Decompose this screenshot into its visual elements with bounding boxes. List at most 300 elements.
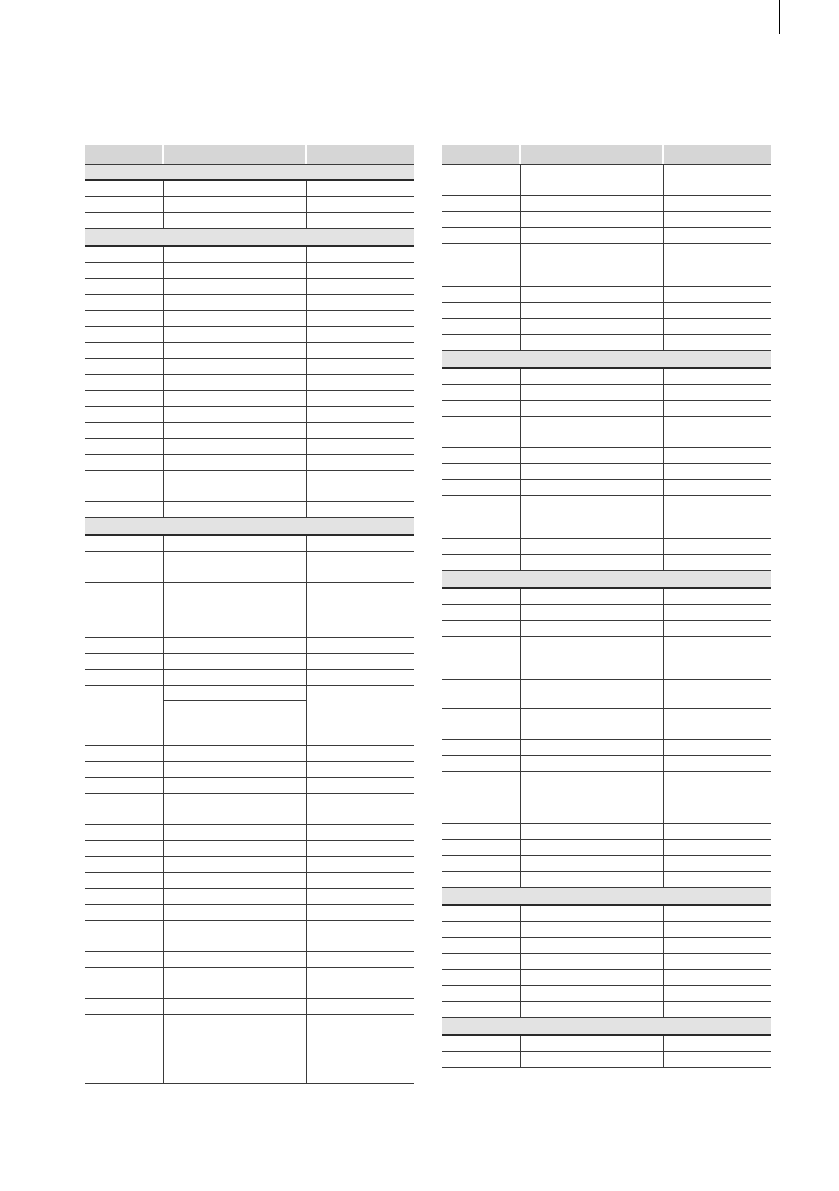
table-header	[442, 145, 771, 165]
table-cell	[520, 287, 663, 302]
table-cell	[85, 552, 163, 582]
table-row	[85, 311, 414, 327]
table-row	[442, 605, 771, 621]
table-cell	[85, 536, 163, 551]
table-cell	[306, 439, 414, 454]
header-cell	[85, 145, 163, 164]
table-cell	[85, 778, 163, 793]
table-cell	[663, 401, 771, 416]
table-cell	[442, 1036, 520, 1051]
table-cell	[306, 391, 414, 406]
table-cell	[163, 825, 306, 840]
table-row	[442, 212, 771, 228]
table-cell	[85, 762, 163, 777]
table-cell	[442, 1052, 520, 1067]
table-cell	[306, 686, 414, 745]
table-cell	[306, 359, 414, 374]
table-cell	[442, 970, 520, 985]
table-row	[442, 709, 771, 740]
table-row	[85, 670, 414, 686]
table-cell	[85, 873, 163, 888]
table-cell	[163, 536, 306, 551]
table-cell	[306, 1015, 414, 1083]
table-cell	[442, 385, 520, 400]
table-cell	[663, 621, 771, 636]
table-cell	[163, 968, 306, 998]
table-cell	[442, 680, 520, 708]
table-row	[85, 263, 414, 279]
table-row	[85, 502, 414, 518]
table-cell	[163, 455, 306, 470]
table-cell	[306, 263, 414, 278]
table-row	[85, 439, 414, 455]
table-cell	[163, 295, 306, 310]
header-cell	[663, 145, 771, 164]
table-cell	[163, 778, 306, 793]
table-cell	[163, 197, 306, 212]
table-cell	[306, 197, 414, 212]
table-cell	[442, 196, 520, 211]
table-cell	[85, 502, 163, 517]
table-row	[85, 247, 414, 263]
table-cell	[306, 999, 414, 1014]
table-row	[442, 244, 771, 287]
table-row	[442, 385, 771, 401]
table-row	[85, 375, 414, 391]
table-cell	[85, 213, 163, 228]
table-cell	[442, 772, 520, 823]
table-cell	[663, 680, 771, 708]
table-cell	[442, 464, 520, 479]
table-cell	[442, 303, 520, 318]
table-cell	[442, 401, 520, 416]
table-cell	[442, 922, 520, 937]
table-cell	[306, 889, 414, 904]
table-cell	[85, 407, 163, 422]
table-row	[442, 480, 771, 496]
table-cell	[163, 873, 306, 888]
table-cell	[442, 589, 520, 604]
table-row	[85, 873, 414, 889]
table-cell	[442, 986, 520, 1001]
table-row	[85, 583, 414, 638]
table-cell	[520, 464, 663, 479]
table-cell	[520, 401, 663, 416]
table-cell	[306, 654, 414, 669]
table-row	[442, 464, 771, 480]
table-cell	[163, 905, 306, 920]
table-cell	[306, 213, 414, 228]
table-cell	[306, 778, 414, 793]
table-cell	[163, 841, 306, 856]
left-table	[85, 145, 414, 1084]
table-row	[85, 825, 414, 841]
table-cell	[306, 670, 414, 685]
table-cell	[163, 686, 306, 745]
table-cell	[520, 165, 663, 195]
table-row	[85, 423, 414, 439]
section-header-row	[85, 165, 414, 181]
section-header-row	[85, 518, 414, 536]
section-cell	[85, 165, 414, 179]
table-cell	[663, 287, 771, 302]
table-cell	[85, 841, 163, 856]
table-cell	[163, 279, 306, 294]
table-row	[442, 1002, 771, 1018]
table-row	[442, 448, 771, 464]
header-cell	[442, 145, 520, 164]
table-cell	[85, 375, 163, 390]
table-row	[85, 746, 414, 762]
table-cell	[306, 423, 414, 438]
sub-cell	[164, 701, 306, 745]
table-row	[442, 970, 771, 986]
table-row	[85, 359, 414, 375]
table-cell	[306, 873, 414, 888]
table-cell	[306, 794, 414, 824]
table-cell	[442, 369, 520, 384]
table-row	[442, 922, 771, 938]
table-cell	[85, 327, 163, 342]
section-cell	[442, 888, 771, 904]
table-cell	[85, 343, 163, 358]
table-row	[85, 536, 414, 552]
table-cell	[306, 841, 414, 856]
table-cell	[663, 385, 771, 400]
table-cell	[663, 448, 771, 463]
section-cell	[85, 229, 414, 245]
table-row	[85, 471, 414, 502]
table-cell	[163, 746, 306, 761]
table-cell	[85, 295, 163, 310]
table-cell	[663, 856, 771, 871]
table-cell	[520, 840, 663, 855]
table-cell	[663, 539, 771, 554]
table-row	[85, 686, 414, 746]
table-cell	[663, 464, 771, 479]
table-cell	[442, 709, 520, 739]
table-row	[85, 889, 414, 905]
table-row	[442, 906, 771, 922]
table-cell	[85, 455, 163, 470]
table-cell	[663, 303, 771, 318]
table-cell	[163, 670, 306, 685]
table-cell	[663, 970, 771, 985]
table-row	[85, 654, 414, 670]
table-cell	[163, 952, 306, 967]
table-cell	[163, 552, 306, 582]
table-cell	[442, 319, 520, 334]
table-cell	[163, 857, 306, 872]
table-cell	[663, 1052, 771, 1067]
table-cell	[306, 502, 414, 517]
table-cell	[442, 448, 520, 463]
table-cell	[520, 1036, 663, 1051]
table-cell	[163, 423, 306, 438]
table-row	[442, 303, 771, 319]
table-row	[442, 740, 771, 756]
table-row	[85, 407, 414, 423]
table-cell	[85, 247, 163, 262]
table-cell	[306, 921, 414, 951]
table-cell	[163, 583, 306, 637]
table-cell	[442, 756, 520, 771]
table-row	[442, 287, 771, 303]
table-cell	[306, 857, 414, 872]
table-cell	[442, 244, 520, 286]
table-cell	[442, 165, 520, 195]
table-row	[85, 279, 414, 295]
table-cell	[163, 471, 306, 501]
table-cell	[442, 539, 520, 554]
table-cell	[442, 417, 520, 447]
table-cell	[663, 954, 771, 969]
table-cell	[663, 555, 771, 570]
table-cell	[442, 938, 520, 953]
header-cell	[163, 145, 306, 164]
table-cell	[663, 872, 771, 887]
table-cell	[663, 417, 771, 447]
table-row	[85, 295, 414, 311]
table-cell	[442, 287, 520, 302]
section-cell	[85, 518, 414, 534]
table-cell	[442, 840, 520, 855]
table-cell	[442, 480, 520, 495]
table-row	[442, 1036, 771, 1052]
table-cell	[520, 740, 663, 755]
table-cell	[442, 605, 520, 620]
table-cell	[520, 1002, 663, 1017]
header-cell	[520, 145, 663, 164]
table-cell	[163, 794, 306, 824]
table-cell	[663, 369, 771, 384]
table-cell	[306, 968, 414, 998]
table-cell	[163, 1015, 306, 1083]
table-cell	[663, 319, 771, 334]
table-cell	[663, 772, 771, 823]
table-cell	[85, 905, 163, 920]
table-cell	[85, 921, 163, 951]
table-row	[442, 589, 771, 605]
table-cell	[306, 746, 414, 761]
table-cell	[663, 840, 771, 855]
table-cell	[306, 407, 414, 422]
table-row	[85, 213, 414, 229]
header-cell	[306, 145, 414, 164]
table-cell	[520, 319, 663, 334]
table-cell	[163, 263, 306, 278]
table-cell	[663, 740, 771, 755]
table-cell	[520, 212, 663, 227]
table-row	[442, 680, 771, 709]
section-header-row	[442, 351, 771, 369]
table-cell	[520, 872, 663, 887]
table-row	[442, 756, 771, 772]
table-cell	[663, 1036, 771, 1051]
table-row	[442, 369, 771, 385]
table-cell	[442, 906, 520, 921]
table-cell	[306, 471, 414, 501]
table-cell	[520, 772, 663, 823]
table-cell	[663, 938, 771, 953]
table-cell	[306, 552, 414, 582]
table-cell	[85, 423, 163, 438]
section-header-row	[442, 888, 771, 906]
table-cell	[306, 905, 414, 920]
table-cell	[442, 824, 520, 839]
table-cell	[163, 407, 306, 422]
table-cell	[663, 605, 771, 620]
table-row	[85, 391, 414, 407]
table-row	[442, 1052, 771, 1068]
table-cell	[520, 906, 663, 921]
table-cell	[85, 359, 163, 374]
table-row	[442, 196, 771, 212]
table-row	[442, 496, 771, 539]
table-cell	[85, 311, 163, 326]
table-cell	[442, 740, 520, 755]
table-row	[85, 857, 414, 873]
table-row	[442, 872, 771, 888]
table-cell	[306, 952, 414, 967]
table-cell	[442, 872, 520, 887]
table-cell	[306, 536, 414, 551]
table-row	[85, 841, 414, 857]
table-cell	[520, 196, 663, 211]
table-cell	[520, 480, 663, 495]
table-cell	[663, 496, 771, 538]
table-cell	[163, 999, 306, 1014]
table-row	[442, 335, 771, 351]
table-cell	[520, 970, 663, 985]
table-cell	[663, 1002, 771, 1017]
table-cell	[85, 263, 163, 278]
table-cell	[306, 583, 414, 637]
table-row	[442, 228, 771, 244]
table-row	[442, 621, 771, 637]
table-cell	[520, 417, 663, 447]
table-cell	[306, 762, 414, 777]
table-cell	[306, 279, 414, 294]
table-cell	[442, 954, 520, 969]
table-cell	[520, 244, 663, 286]
table-cell	[520, 555, 663, 570]
table-row	[442, 539, 771, 555]
table-header	[85, 145, 414, 165]
table-cell	[85, 999, 163, 1014]
table-cell	[163, 311, 306, 326]
table-row	[85, 1015, 414, 1084]
table-cell	[85, 583, 163, 637]
table-cell	[663, 212, 771, 227]
table-row	[85, 968, 414, 999]
table-cell	[306, 295, 414, 310]
table-cell	[663, 709, 771, 739]
table-cell	[520, 756, 663, 771]
table-cell	[85, 197, 163, 212]
crop-mark	[779, 0, 780, 34]
table-cell	[442, 212, 520, 227]
table-cell	[163, 247, 306, 262]
table-row	[85, 794, 414, 825]
table-cell	[163, 343, 306, 358]
table-row	[442, 938, 771, 954]
table-row	[442, 165, 771, 196]
table-cell	[663, 756, 771, 771]
table-cell	[663, 922, 771, 937]
table-row	[85, 455, 414, 471]
table-cell	[306, 375, 414, 390]
table-cell	[663, 824, 771, 839]
table-cell	[520, 954, 663, 969]
table-cell	[520, 448, 663, 463]
table-cell	[520, 709, 663, 739]
table-row	[442, 840, 771, 856]
table-cell	[520, 385, 663, 400]
table-cell	[85, 1015, 163, 1083]
table-cell	[663, 165, 771, 195]
table-cell	[442, 621, 520, 636]
table-cell	[306, 343, 414, 358]
table-cell	[520, 605, 663, 620]
section-cell	[442, 571, 771, 587]
table-row	[85, 181, 414, 197]
table-row	[85, 327, 414, 343]
right-table	[442, 145, 771, 1068]
table-row	[442, 401, 771, 417]
table-row	[85, 999, 414, 1015]
table-row	[442, 555, 771, 571]
table-cell	[663, 986, 771, 1001]
section-header-row	[85, 229, 414, 247]
table-cell	[663, 196, 771, 211]
section-cell	[442, 1018, 771, 1034]
table-cell	[163, 391, 306, 406]
table-cell	[520, 496, 663, 538]
table-cell	[163, 439, 306, 454]
sub-cell	[164, 686, 306, 701]
table-cell	[85, 391, 163, 406]
table-cell	[85, 279, 163, 294]
table-cell	[663, 480, 771, 495]
table-cell	[306, 181, 414, 196]
table-cell	[520, 824, 663, 839]
table-cell	[520, 986, 663, 1001]
table-cell	[85, 471, 163, 501]
table-cell	[306, 311, 414, 326]
table-row	[85, 197, 414, 213]
table-row	[85, 952, 414, 968]
table-cell	[663, 589, 771, 604]
table-cell	[306, 825, 414, 840]
table-row	[442, 824, 771, 840]
table-cell	[85, 889, 163, 904]
table-cell	[520, 335, 663, 350]
table-cell	[520, 228, 663, 243]
table-row	[442, 319, 771, 335]
table-row	[442, 986, 771, 1002]
table-cell	[163, 327, 306, 342]
table-cell	[306, 247, 414, 262]
table-cell	[442, 1002, 520, 1017]
table-cell	[163, 502, 306, 517]
table-row	[85, 638, 414, 654]
table-cell	[163, 638, 306, 653]
table-cell	[520, 637, 663, 679]
table-cell	[85, 686, 163, 745]
section-header-row	[442, 1018, 771, 1036]
table-cell	[520, 539, 663, 554]
